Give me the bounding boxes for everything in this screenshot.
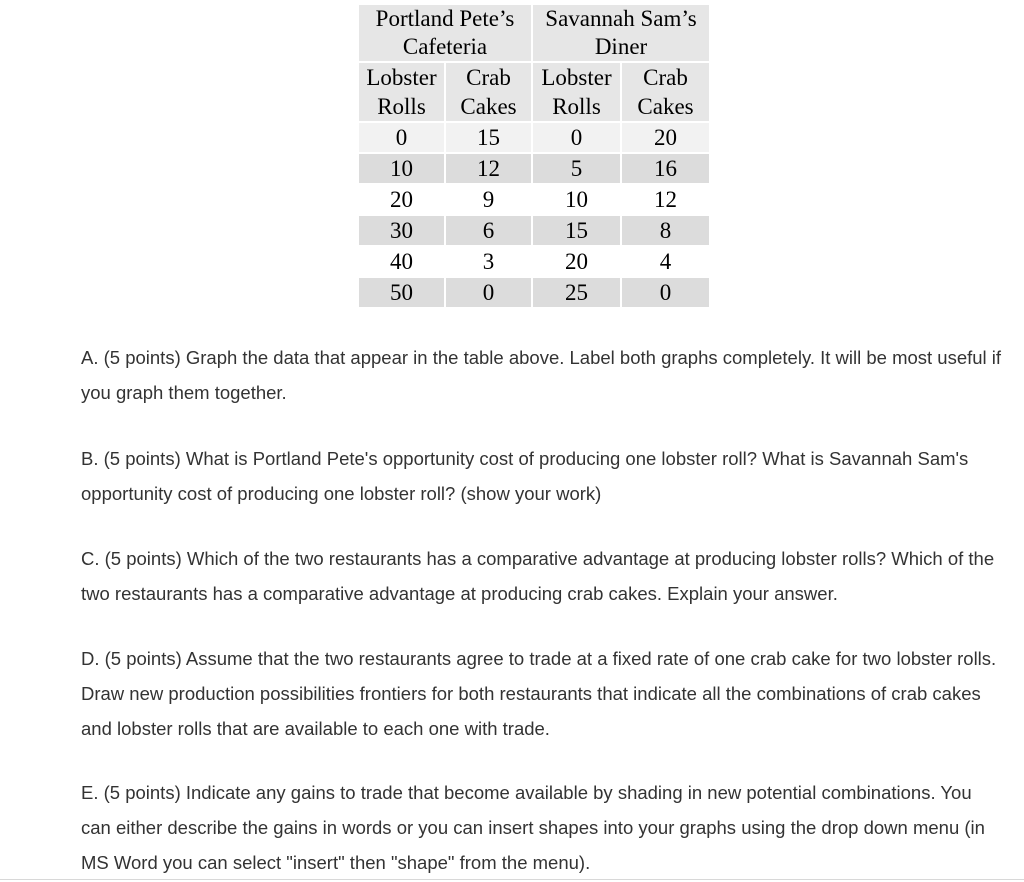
table-cell: 40 xyxy=(359,247,444,276)
table-row xyxy=(359,216,709,245)
production-table xyxy=(357,3,711,309)
table-cell: 20 xyxy=(359,185,444,214)
table-cell: 12 xyxy=(446,154,531,183)
table-cell: 0 xyxy=(533,123,620,152)
table-cell: 6 xyxy=(446,216,531,245)
group-header-portland-pete: Portland Pete’s Cafeteria xyxy=(359,5,531,61)
question-b: B. (5 points) What is Portland Pete's opportunity cost of producing one lobster roll? What is Savannah Sam's opportunity cost of producing one lobster roll? (show your work) xyxy=(81,448,969,504)
column-header: Crab Cakes xyxy=(446,63,531,121)
table-row xyxy=(359,185,709,214)
column-header: Lobster Rolls xyxy=(533,63,620,121)
table-cell: 5 xyxy=(533,154,620,183)
page-divider xyxy=(0,879,1024,880)
table-cell: 12 xyxy=(622,185,709,214)
table-cell: 16 xyxy=(622,154,709,183)
table-cell: 3 xyxy=(446,247,531,276)
table-cell: 10 xyxy=(533,185,620,214)
table-cell: 9 xyxy=(446,185,531,214)
table-cell: 20 xyxy=(622,123,709,152)
group-header-savannah-sam: Savannah Sam’s Diner xyxy=(533,5,709,61)
table-row xyxy=(359,278,709,307)
column-header: Crab Cakes xyxy=(622,63,709,121)
table-cell: 0 xyxy=(446,278,531,307)
question-a: A. (5 points) Graph the data that appear in the table above. Label both graphs completely. It will be most useful if you graph them together. xyxy=(81,347,1002,403)
table-cell: 4 xyxy=(622,247,709,276)
table-cell: 8 xyxy=(622,216,709,245)
table-cell: 0 xyxy=(622,278,709,307)
question-d: D. (5 points) Assume that the two restaurants agree to trade at a fixed rate of one crab cake for two lobster rolls. Draw new production possibilities frontiers for both restaurants that indicate all the combinations of crab cakes and lobster rolls that are available to each one with trade. xyxy=(81,648,997,739)
table-cell: 25 xyxy=(533,278,620,307)
table-cell: 20 xyxy=(533,247,620,276)
question-e: E. (5 points) Indicate any gains to trade that become available by shading in new potential combinations. You can either describe the gains in words or you can insert shapes into your graphs using the drop down menu (in MS Word you can select "insert" then "shape" from the menu). xyxy=(81,782,985,873)
table-cell: 30 xyxy=(359,216,444,245)
table-row xyxy=(359,123,709,152)
table-cell: 0 xyxy=(359,123,444,152)
table-cell: 15 xyxy=(533,216,620,245)
table-cell: 15 xyxy=(446,123,531,152)
table-cell: 50 xyxy=(359,278,444,307)
table-row xyxy=(359,247,709,276)
table-cell: 10 xyxy=(359,154,444,183)
question-c: C. (5 points) Which of the two restaurants has a comparative advantage at producing lobster rolls? Which of the two restaurants has a comparative advantage at producing crab cakes. Explain your answer. xyxy=(81,548,995,604)
column-header: Lobster Rolls xyxy=(359,63,444,121)
table-row xyxy=(359,154,709,183)
